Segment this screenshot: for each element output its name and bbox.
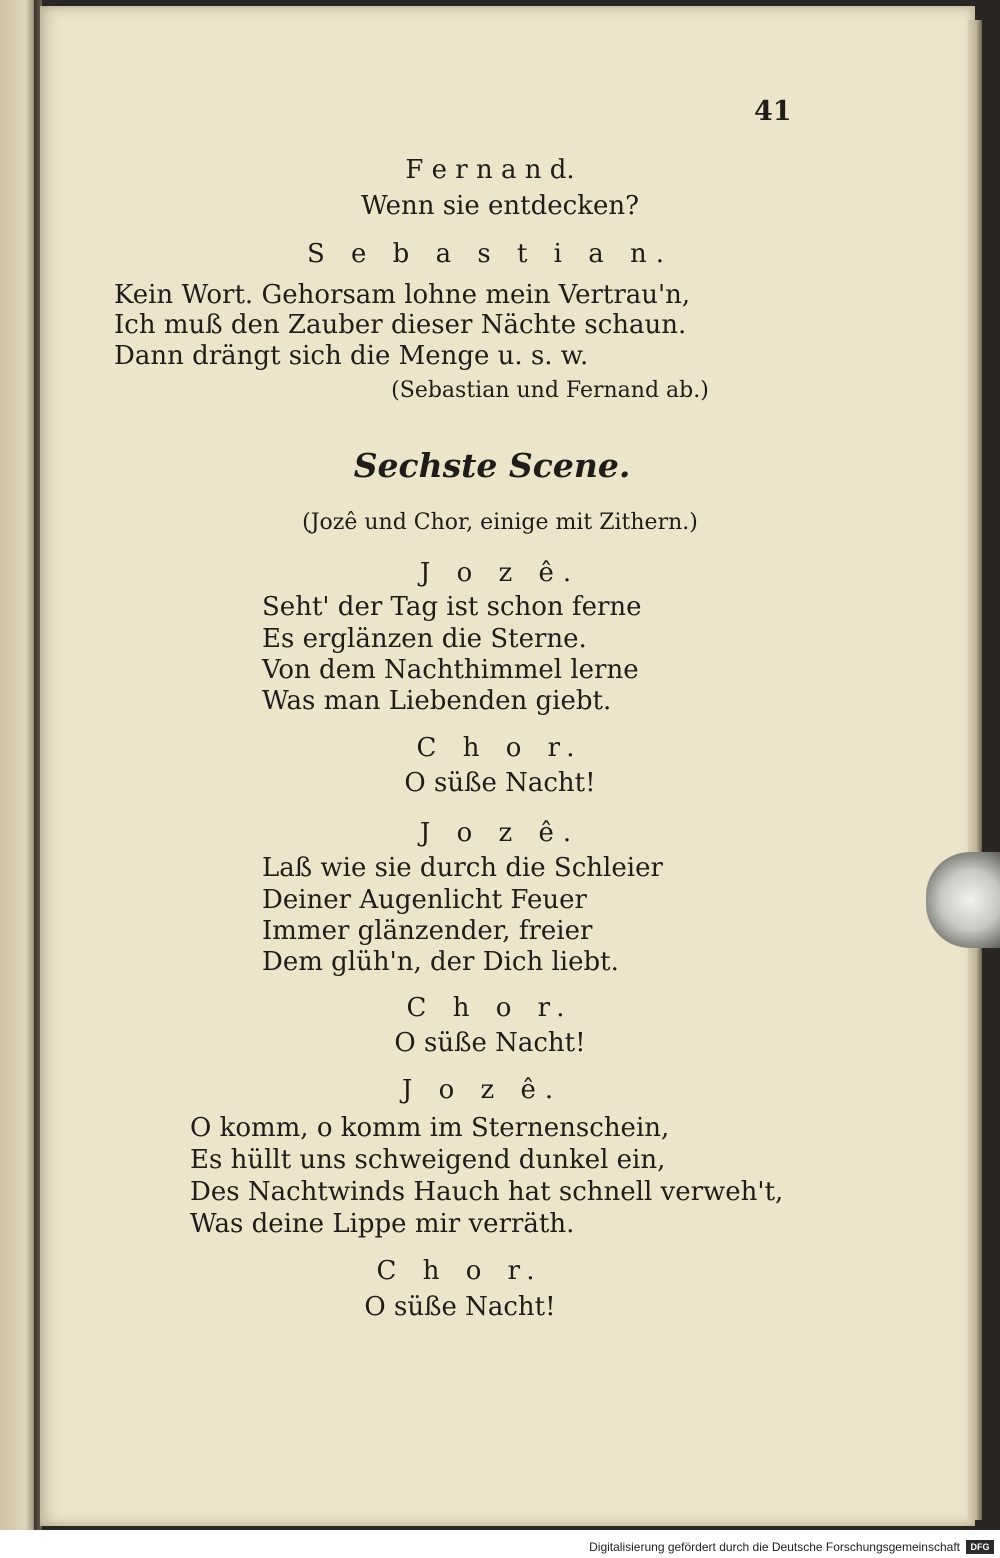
- verse-line: O süße Nacht!: [364, 1292, 556, 1322]
- verse-line: O komm, o komm im Sternenschein,: [190, 1113, 670, 1143]
- scene-heading: Sechste Scene.: [353, 446, 631, 485]
- speaker-name: J o z ê.: [419, 818, 581, 848]
- speaker-name: J o z ê.: [401, 1075, 563, 1105]
- speaker-name: S e b a s t i a n.: [306, 239, 674, 269]
- stage-direction: (Sebastian und Fernand ab.): [391, 378, 709, 403]
- speaker-name: C h o r.: [406, 993, 574, 1023]
- verse-line: Was man Liebenden giebt.: [262, 686, 612, 716]
- dfg-logo-icon: DFG: [966, 1540, 994, 1554]
- page-number: 41: [754, 96, 792, 127]
- verse-line: O süße Nacht!: [404, 768, 596, 798]
- verse-line: Dem glüh'n, der Dich liebt.: [262, 947, 619, 977]
- stage-direction: (Jozê und Chor, einige mit Zithern.): [302, 510, 698, 535]
- verse-line: Des Nachtwinds Hauch hat schnell verweh't,: [190, 1177, 784, 1207]
- speaker-name: J o z ê.: [419, 558, 581, 588]
- verse-line: Laß wie sie durch die Schleier: [262, 853, 663, 883]
- footer-bar: [0, 1532, 1000, 1558]
- verse-line: Deiner Augenlicht Feuer: [262, 885, 587, 915]
- verse-line: Immer glänzender, freier: [262, 916, 593, 946]
- verse-line: O süße Nacht!: [394, 1028, 586, 1058]
- verse-line: Was deine Lippe mir verräth.: [190, 1209, 575, 1239]
- verse-line: Es hüllt uns schweigend dunkel ein,: [190, 1145, 666, 1175]
- verse-line: Seht' der Tag ist schon ferne: [262, 592, 642, 622]
- verse-line: Kein Wort. Gehorsam lohne mein Vertrau'n,: [114, 280, 691, 310]
- speaker-name: C h o r.: [416, 733, 584, 763]
- verse-line: Dann drängt sich die Menge u. s. w.: [114, 341, 589, 371]
- funding-notice: Digitalisierung gefördert durch die Deutsche Forschungsgemeinschaft: [589, 1540, 960, 1554]
- verse-line: Von dem Nachthimmel lerne: [262, 655, 639, 685]
- verse-line: Es erglänzen die Sterne.: [262, 624, 587, 654]
- speaker-name: F e r n a n d.: [405, 155, 575, 185]
- verse-line: Wenn sie entdecken?: [360, 191, 640, 221]
- verse-line: Ich muß den Zauber dieser Nächte schaun.: [114, 310, 687, 340]
- speaker-name: C h o r.: [376, 1256, 544, 1286]
